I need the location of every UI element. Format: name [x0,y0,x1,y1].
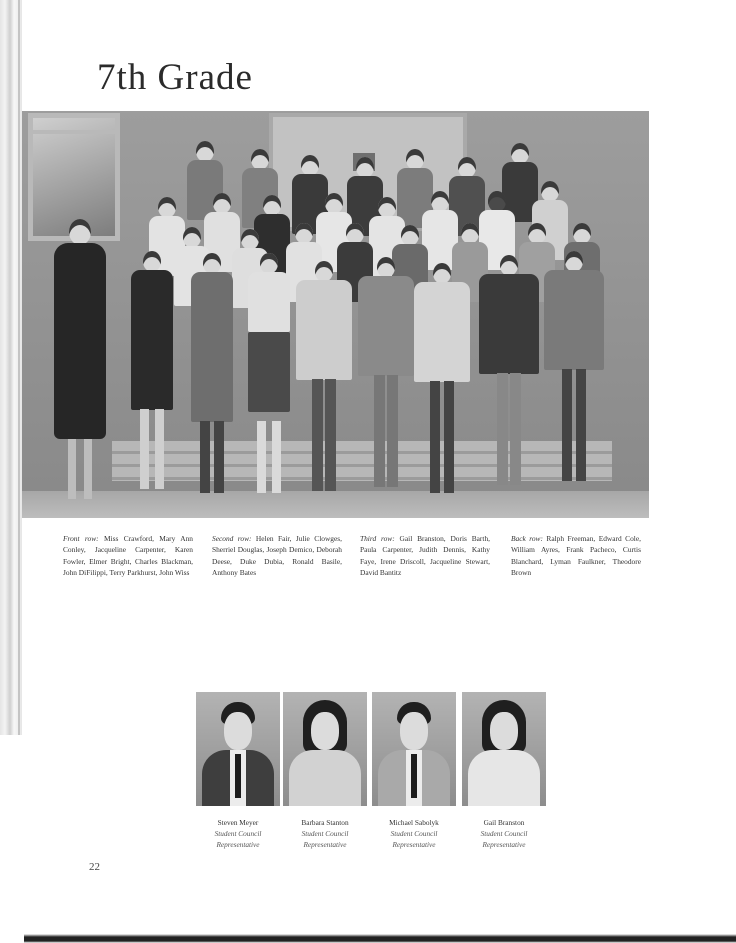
caption-label: Front row: [63,534,99,543]
pupil-figure [477,255,541,495]
page-bottom-edge [24,934,736,943]
representative-caption [275,818,375,850]
representative-role: Representative [303,839,347,849]
caption-names: Helen Fair, Julie Clowges, Sherriel Douglas, Joseph Demico, Deborah Deese, Duke Dubia, Ronald Basile, Anthony Bates [212,534,342,577]
caption-label: Third row: [360,534,395,543]
representative-name: Steven Meyer [217,818,259,827]
representative-role: Student Council [390,828,438,838]
caption-front-row [63,533,193,578]
portrait-photo [196,692,280,806]
pupil-figure [190,253,234,493]
representative-role: Representative [482,839,526,849]
representative-caption [454,818,554,850]
pupil-figure [247,253,291,493]
portrait-photo [283,692,367,806]
caption-second-row [212,533,342,578]
representative-caption [188,818,288,850]
class-group-photo [22,111,649,518]
caption-names: Ralph Freeman, Edward Cole, William Ayres, Frank Pacheco, Curtis Blanchard, Lyman Faulkner, Theodore Brown [511,534,641,577]
representative-name: Michael Sabolyk [389,818,439,827]
portrait-photo [372,692,456,806]
representative-caption [364,818,464,850]
representative-role: Representative [216,839,260,849]
caption-third-row [360,533,490,578]
pupil-figure [356,257,416,497]
caption-label: Back row: [511,534,543,543]
caption-label: Second row: [212,534,252,543]
page-number: 22 [89,861,100,873]
representative-role: Student Council [214,828,262,838]
binding-gutter-line [18,0,20,735]
representative-name: Gail Branston [483,818,525,827]
representative-role: Student Council [301,828,349,838]
page-title: 7th Grade [97,57,253,98]
teacher-figure [52,219,108,499]
pupil-figure [412,263,472,503]
representative-role: Student Council [480,828,528,838]
pupil-figure [130,251,174,491]
caption-names: Miss Crawford, Mary Ann Conley, Jacqueline Carpenter, Karen Fowler, Elmer Bright, Charles Blackman, John DiFilippi, Terry Parkhurst, John Wiss [63,534,193,577]
pupil-figure [294,261,354,501]
portrait-photo [462,692,546,806]
representative-role: Representative [392,839,436,849]
representative-name: Barbara Stanton [301,818,349,827]
pupil-figure [542,251,606,491]
caption-back-row [511,533,641,578]
caption-names: Gail Branston, Doris Barth, Paula Carpenter, Judith Dennis, Kathy Faye, Irene Driscoll, Jacqueline Stewart, David Bantitz [360,534,490,577]
